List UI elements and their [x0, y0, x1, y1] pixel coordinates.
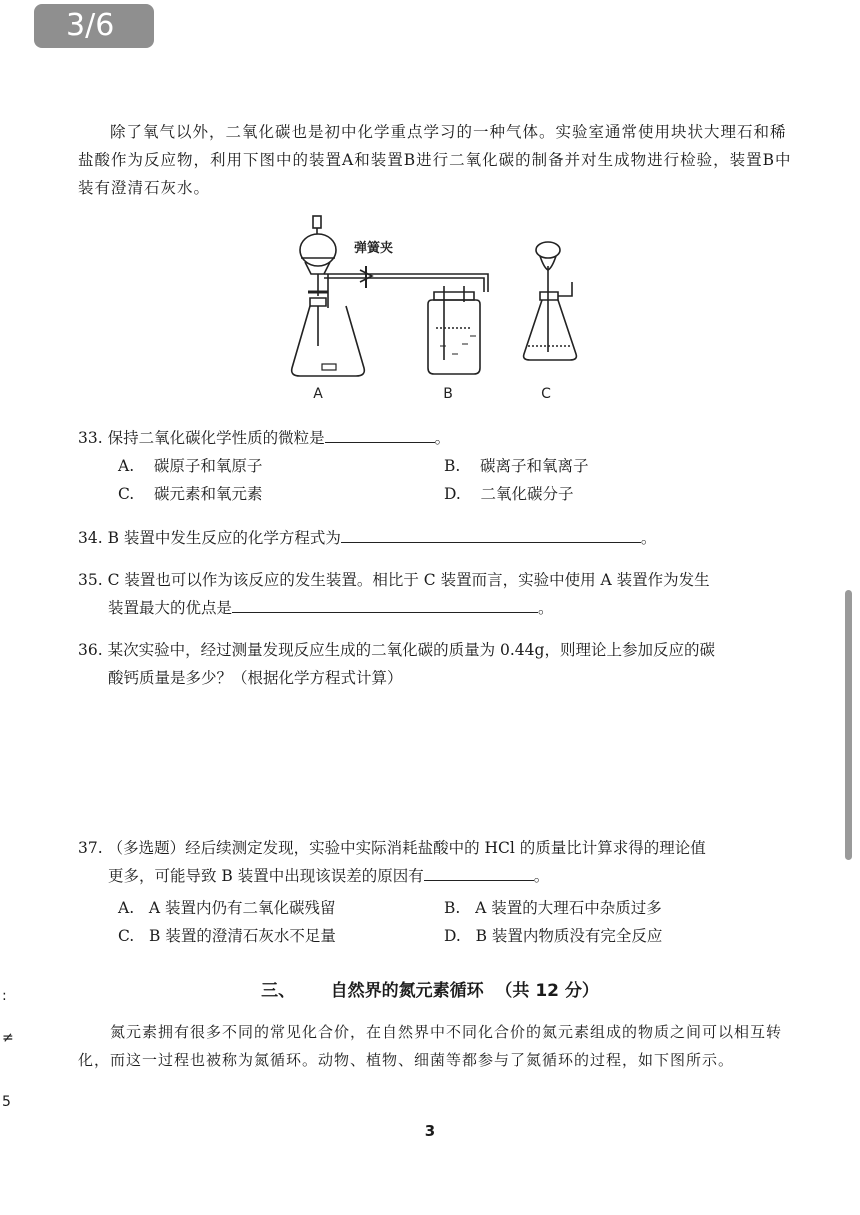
question-34: 34. B 装置中发生反应的化学方程式为 。 [78, 524, 794, 552]
option-33-c: C. 碳元素和氧元素 [118, 485, 263, 503]
option-33-b: B. 碳离子和氧离子 [444, 457, 589, 475]
apparatus-c [524, 242, 577, 360]
question-35: 35. C 装置也可以作为该反应的发生装置。相比于 C 装置而言，实验中使用 A 装置作为发生 装置最大的优点是 。 [78, 571, 710, 617]
answer-blank[interactable] [232, 596, 538, 613]
option-37-a: A. A 装置内仍有二氧化碳残留 [118, 899, 336, 917]
question-33-text: 33. 保持二氧化碳化学性质的微粒是 [78, 429, 325, 447]
page-number: 3 [424, 1122, 436, 1140]
spring-clip [360, 266, 372, 288]
option-33-a: A. 碳原子和氧原子 [118, 457, 263, 475]
label-b: B [443, 386, 453, 402]
answer-blank[interactable] [325, 426, 435, 443]
nitrogen-paragraph: 氮元素拥有很多不同的常见化合价，在自然界中不同化合价的氮元素组成的物质之间可以相互转化，而这一过程也被称为氮循环。动物、植物、细菌等都参与了氮循环的过程，如下图所示。 [78, 1023, 783, 1069]
question-33: 33. 保持二氧化碳化学性质的微粒是 。 [78, 424, 794, 452]
answer-blank[interactable] [424, 864, 534, 881]
option-33-d: D. 二氧化碳分子 [444, 485, 574, 503]
option-37-b: B. A 装置的大理石中杂质过多 [444, 899, 662, 917]
margin-mark: : [2, 988, 7, 1004]
answer-blank[interactable] [341, 526, 641, 543]
label-c: C [541, 386, 551, 402]
margin-mark: ≠ [2, 1030, 14, 1046]
margin-mark: 5 [2, 1094, 11, 1110]
option-37-c: C. B 装置的澄清石灰水不足量 [118, 927, 336, 945]
question-37: 37. （多选题）经后续测定发现，实验中实际消耗盐酸中的 HCl 的质量比计算求得的理论值 更多，可能导致 B 装置中出现该误差的原因有 。 [78, 839, 706, 885]
section-heading: 三、 自然界的氮元素循环 （共 12 分） [261, 981, 599, 1001]
apparatus-a [292, 216, 488, 376]
page-counter: 3/6 [34, 4, 154, 48]
label-a: A [313, 386, 323, 402]
apparatus-b [428, 286, 480, 374]
intro-paragraph: 除了氧气以外，二氧化碳也是初中化学重点学习的一种气体。实验室通常使用块状大理石和稀盐酸作为反应物，利用下图中的装置A和装置B进行二氧化碳的制备并对生成物进行检验，装置B中装有澄清石灰水。 [78, 123, 792, 197]
clip-label: 弹簧夹 [354, 241, 394, 256]
option-37-d: D. B 装置内物质没有完全反应 [444, 927, 663, 945]
apparatus-figure [0, 206, 860, 426]
scrollbar[interactable] [845, 590, 852, 860]
question-36: 36. 某次实验中，经过测量发现反应生成的二氧化碳的质量为 0.44g，则理论上参加反应的碳 酸钙质量是多少？（根据化学方程式计算） [78, 641, 715, 687]
